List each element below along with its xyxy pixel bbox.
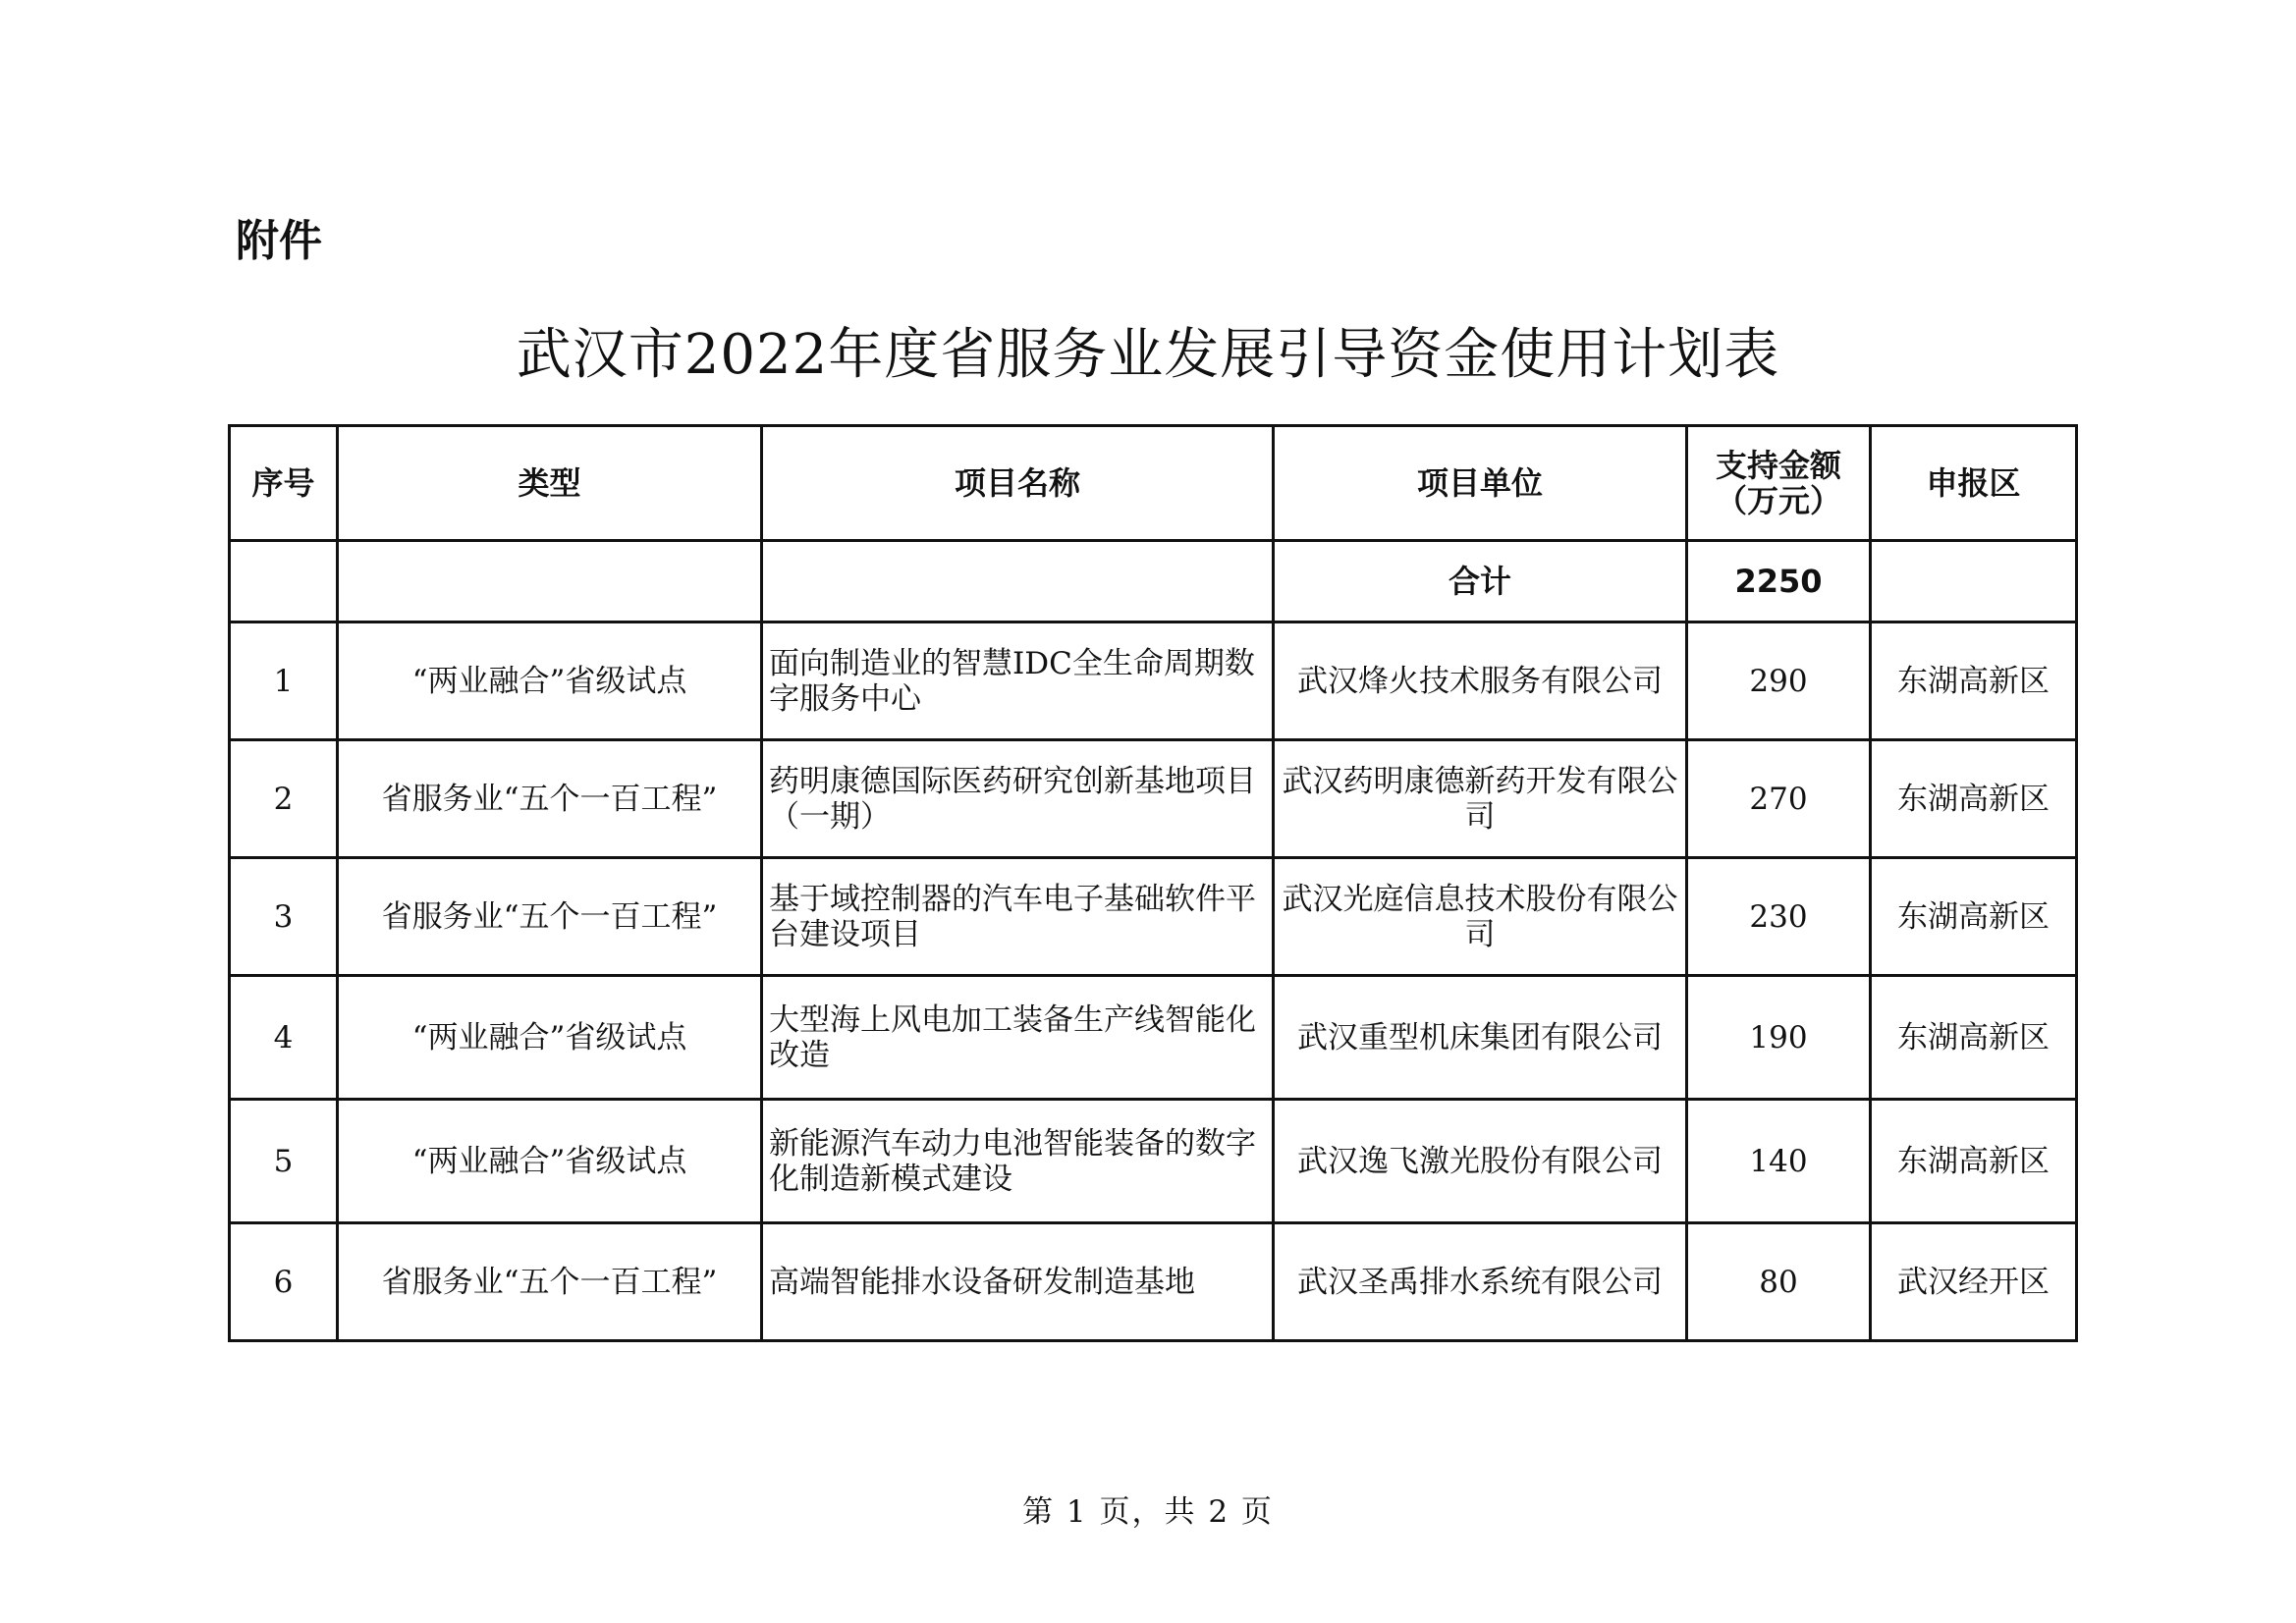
total-district-cell bbox=[1871, 541, 2077, 622]
row-seq: 4 bbox=[230, 976, 338, 1100]
page-footer: 第 1 页，共 2 页 bbox=[1022, 1494, 1274, 1530]
header-type: 类型 bbox=[338, 426, 762, 541]
header-project-unit: 项目单位 bbox=[1274, 426, 1687, 541]
row-seq: 5 bbox=[230, 1100, 338, 1223]
attachment-label: 附件 bbox=[236, 216, 322, 266]
total-label: 合计 bbox=[1274, 541, 1687, 622]
row-type: 省服务业“五个一百工程” bbox=[338, 1223, 762, 1341]
row-type: “两业融合”省级试点 bbox=[338, 622, 762, 740]
row-district: 东湖高新区 bbox=[1871, 622, 2077, 740]
row-project-name: 基于域控制器的汽车电子基础软件平台建设项目 bbox=[762, 858, 1274, 976]
row-type: “两业融合”省级试点 bbox=[338, 976, 762, 1100]
row-project-name: 新能源汽车动力电池智能装备的数字化制造新模式建设 bbox=[762, 1100, 1274, 1223]
row-project-unit: 武汉圣禹排水系统有限公司 bbox=[1274, 1223, 1687, 1341]
row-district: 武汉经开区 bbox=[1871, 1223, 2077, 1341]
row-seq: 2 bbox=[230, 740, 338, 858]
row-project-unit: 武汉光庭信息技术股份有限公司 bbox=[1274, 858, 1687, 976]
row-type: “两业融合”省级试点 bbox=[338, 1100, 762, 1223]
row-project-unit: 武汉重型机床集团有限公司 bbox=[1274, 976, 1687, 1100]
row-amount: 230 bbox=[1687, 858, 1871, 976]
header-amount bbox=[1687, 426, 1871, 541]
header-amount-line2: （万元） bbox=[1715, 482, 1841, 519]
table-row bbox=[230, 622, 2077, 740]
table-row bbox=[230, 1223, 2077, 1341]
total-row bbox=[230, 541, 2077, 622]
row-project-name: 大型海上风电加工装备生产线智能化改造 bbox=[762, 976, 1274, 1100]
row-amount: 80 bbox=[1687, 1223, 1871, 1341]
row-district: 东湖高新区 bbox=[1871, 1100, 2077, 1223]
header-seq: 序号 bbox=[230, 426, 338, 541]
page-title: 武汉市2022年度省服务业发展引导资金使用计划表 bbox=[516, 323, 1780, 387]
row-project-unit: 武汉逸飞激光股份有限公司 bbox=[1274, 1100, 1687, 1223]
row-district: 东湖高新区 bbox=[1871, 976, 2077, 1100]
total-amount: 2250 bbox=[1687, 541, 1871, 622]
funding-plan-table bbox=[228, 424, 2078, 1342]
row-seq: 1 bbox=[230, 622, 338, 740]
table-header-row bbox=[230, 426, 2077, 541]
row-project-name: 面向制造业的智慧IDC全生命周期数字服务中心 bbox=[762, 622, 1274, 740]
row-project-name: 药明康德国际医药研究创新基地项目（一期） bbox=[762, 740, 1274, 858]
row-district: 东湖高新区 bbox=[1871, 858, 2077, 976]
total-type-cell bbox=[338, 541, 762, 622]
row-type: 省服务业“五个一百工程” bbox=[338, 740, 762, 858]
row-project-name: 高端智能排水设备研发制造基地 bbox=[762, 1223, 1274, 1341]
row-seq: 6 bbox=[230, 1223, 338, 1341]
table-row bbox=[230, 858, 2077, 976]
row-type: 省服务业“五个一百工程” bbox=[338, 858, 762, 976]
table-row bbox=[230, 740, 2077, 858]
row-amount: 140 bbox=[1687, 1100, 1871, 1223]
header-amount-line1: 支持金额 bbox=[1715, 447, 1841, 484]
header-project-name: 项目名称 bbox=[762, 426, 1274, 541]
table-row bbox=[230, 1100, 2077, 1223]
table-row bbox=[230, 976, 2077, 1100]
row-project-unit: 武汉烽火技术服务有限公司 bbox=[1274, 622, 1687, 740]
row-project-unit: 武汉药明康德新药开发有限公司 bbox=[1274, 740, 1687, 858]
row-amount: 270 bbox=[1687, 740, 1871, 858]
row-amount: 190 bbox=[1687, 976, 1871, 1100]
row-district: 东湖高新区 bbox=[1871, 740, 2077, 858]
total-name-cell bbox=[762, 541, 1274, 622]
total-seq-cell bbox=[230, 541, 338, 622]
row-amount: 290 bbox=[1687, 622, 1871, 740]
row-seq: 3 bbox=[230, 858, 338, 976]
header-district: 申报区 bbox=[1871, 426, 2077, 541]
